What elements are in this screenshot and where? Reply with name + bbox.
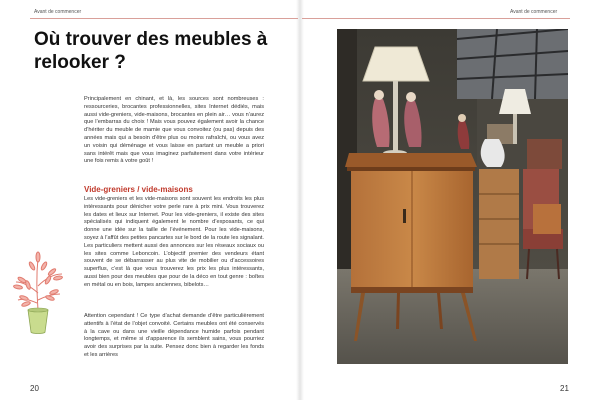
warning-paragraph: Attention cependant ! Ce type d’achat demande d’être particulièrement attentifs à l’état de l’objet convoité. Certains meubles ont été conservés à la cave ou dans une vieille dépendance humide parfois pendant longtemps, et même si d’apparence ils semblent sains, vous pourriez avoir des surprises par la suite. Pensez donc bien à regarder les fonds et les arrières [84,313,264,358]
section-paragraph: Les vide-greniers et les vide-maisons sont souvent les endroits les plus intéressants pour dénicher votre perle rare à prix mini. Vous trouverez les dates et lieux sur Internet. Pour les vide-greniers, il existe des sites spécialisés qui indiquent également le nombre d’exposants, ce qui donne une idée sur la taille de l’événement. Pour les vide-maisons, soyez à l’affût des petites pancartes sur le bord de la route les signalant. Les particuliers mettent aussi des annonces sur les réseaux sociaux ou les sites comme Leboncoin. L’objectif premier des vendeurs étant souvent de se débarrasser au plus vite de mobilier ou d’accessoires superflus, c’est là que vous trouverez les prix les plus intéressants, aussi bien pour des meubles que pour de la déco en tout genre : boîtes en métal ou en bois, lampes anciennes, bibelots… [84,196,264,288]
running-head-rule-left [30,18,298,19]
running-head-left: Avant de commencer [34,9,82,15]
page-number-right: 21 [560,384,569,393]
section-heading: Vide-greniers / vide-maisons [84,185,193,194]
potted-plant-icon [8,248,68,338]
furniture-photo [337,29,568,364]
gutter-shadow [296,0,304,400]
running-head-rule-right [302,18,570,19]
page-number-left: 20 [30,384,39,393]
running-head-right: Avant de commencer [510,9,558,15]
intro-paragraph: Principalement en chinant, et là, les sources sont nombreuses : ressourceries, brocantes professionnelles, sites Internet dédiés, mais aussi vide-greniers, vide-maisons, brocantes en plein air… vous n’aurez que l’embarras du choix ! Mais vous pouvez également avoir la chance d’hériter du meuble de mamie que vous convoitez (ou pas) depuis des années mais qui a besoin d’être plus ou moins rafraîchi, ou vous avez un voisin qui déménage et vous laisse en partant un meuble a priori sans intérêt mais que vous imaginez parfaitement dans votre intérieur une fois remis à votre goût ! [84,96,264,165]
page-title: Où trouver des meubles à relooker ? [34,29,268,73]
